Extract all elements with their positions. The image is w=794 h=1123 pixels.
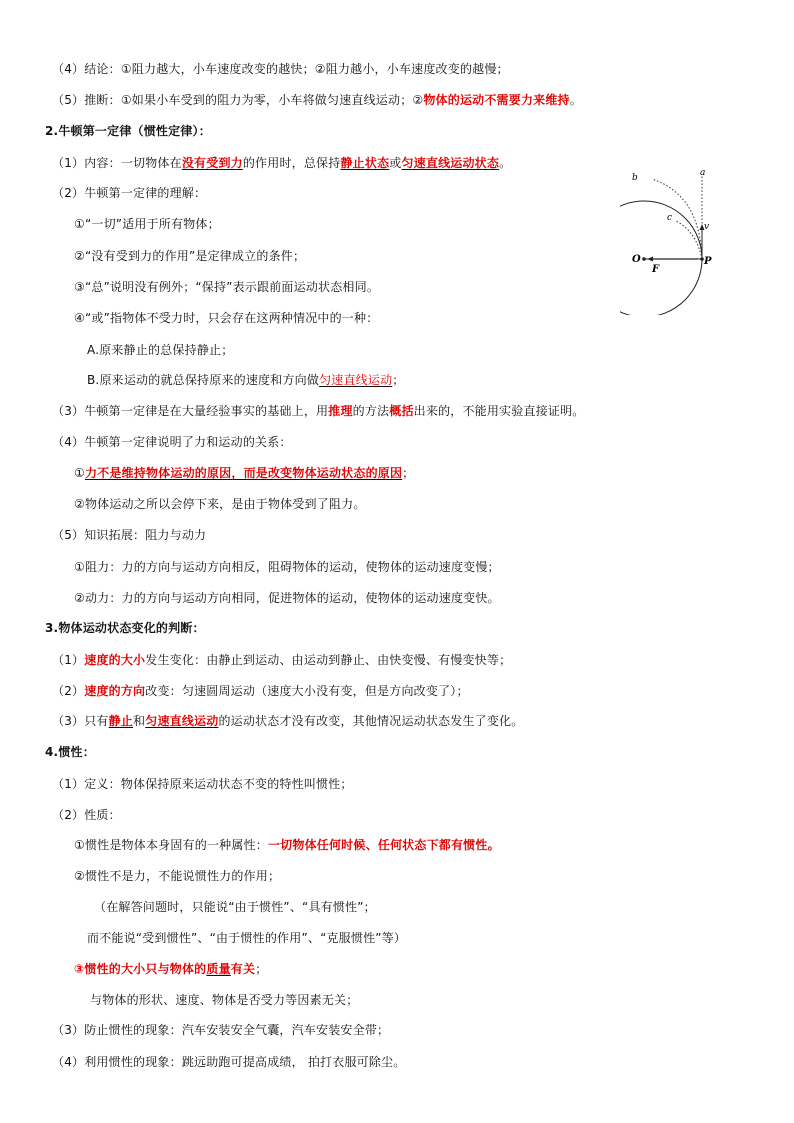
text: ①“一切”适用于所有物体； [74, 217, 220, 231]
text: ； [402, 466, 415, 480]
text: ②惯性不是力，不能说惯性力的作用； [74, 869, 281, 883]
text: 发生变化：由静止到运动、由运动到静止、由快变慢、有慢变快等； [145, 653, 512, 667]
text: ； [255, 962, 268, 976]
fill-blank-answer: 质量 [206, 962, 231, 976]
property-point-line [74, 868, 280, 884]
point-line [74, 310, 378, 326]
text: 改变：匀速圆周运动（速度大小没有变，但是方向改变了）； [145, 684, 469, 698]
text: 出来的，不能用实验直接证明。 [413, 404, 585, 418]
use-inertia-line [52, 1054, 405, 1070]
key-point: 速度的大小 [84, 653, 146, 667]
sub-point-line [87, 372, 404, 388]
extension-point-line [74, 590, 500, 606]
text: ②“没有受到力的作用”是定律成立的条件； [74, 249, 306, 263]
text: （2）牛顿第一定律的理解： [52, 186, 207, 200]
text: ②物体运动之所以会停下来，是由于物体受到了阻力。 [74, 497, 366, 511]
label-p: P [704, 256, 712, 267]
point-line [74, 279, 379, 295]
label-c: c [667, 213, 673, 223]
note-line [90, 992, 358, 1008]
text: 而不能说“受到惯性”、“由于惯性的作用”、“克服惯性”等） [87, 931, 407, 945]
path-c-dotted [676, 221, 702, 259]
relation-heading [52, 434, 292, 450]
inference-line [52, 92, 582, 108]
text: ③“总”说明没有例外；“保持”表示跟前面运动状态相同。 [74, 280, 380, 294]
fill-blank-answer: 匀速直线运动 [145, 714, 219, 728]
fill-blank-answer: 静止状态 [340, 156, 390, 170]
extension-point-line [74, 559, 500, 575]
key-point: 速度的方向 [84, 684, 146, 698]
label-o: O [632, 254, 641, 265]
text: 。 [499, 156, 512, 170]
section-number: 2. [45, 124, 59, 138]
sub-point-line [87, 342, 233, 358]
fill-blank-answer: 静止 [108, 714, 134, 728]
conclusion-line [52, 61, 509, 77]
label-a: a [700, 168, 706, 178]
text: ①惯性是物体本身固有的一种属性： [74, 838, 268, 852]
section-heading-inertia [45, 744, 95, 760]
fill-blank-answer: 匀速直线运动 [319, 373, 393, 387]
text: （2）性质： [52, 808, 121, 822]
property-point-line [74, 837, 500, 853]
text: （3）牛顿第一定律是在大量经验事实的基础上，用 [52, 404, 329, 418]
label-f: F [652, 264, 660, 275]
text: 的运动状态才没有改变，其他情况运动状态发生了变化。 [218, 714, 524, 728]
section-heading-newton-first-law [45, 123, 211, 139]
key-point: 概括 [389, 404, 414, 418]
fill-blank-answer: 没有受到力 [181, 156, 243, 170]
key-point: 物体的运动不需要力来维持 [423, 93, 570, 107]
point-line [74, 248, 305, 264]
text: （4）利用惯性的现象：跳远助跑可提高成绩， 拍打衣服可除尘。 [52, 1055, 406, 1069]
text: 。 [487, 838, 500, 852]
key-point: 有关 [230, 962, 256, 976]
path-b-dotted [652, 179, 702, 259]
force-arrowhead [647, 257, 653, 262]
text: （3）只有 [52, 714, 109, 728]
state-change-line [52, 652, 511, 668]
text: ： [192, 621, 205, 635]
text: ： [82, 745, 95, 759]
extension-heading [52, 527, 206, 543]
text: 与物体的形状、速度、物体是否受力等因素无关； [90, 993, 359, 1007]
text: （4）牛顿第一定律说明了力和运动的关系： [52, 435, 292, 449]
point-line [74, 216, 220, 232]
text: （1）内容：一切物体在 [52, 156, 182, 170]
text: ③ [74, 962, 85, 976]
section-title: 惯性 [58, 745, 83, 759]
section-number: 4. [45, 745, 59, 759]
key-point: 推理 [328, 404, 353, 418]
key-point: 惯性的大小只与物体的 [84, 962, 207, 976]
text: 和 [133, 714, 146, 728]
text: （4）结论：①阻力越大，小车速度改变的越快；②阻力越小，小车速度改变的越慢； [52, 62, 509, 76]
section-heading-motion-state [45, 620, 205, 636]
property-point-line [74, 961, 267, 977]
text: ① [74, 466, 85, 480]
prevent-inertia-line [52, 1022, 389, 1038]
state-change-line [52, 683, 469, 699]
text: （1）定义：物体保持原来运动状态不变的特性叫惯性； [52, 777, 353, 791]
key-point: 力不是维持物体运动的原因，而是改变物体运动状态的原因 [84, 466, 403, 480]
text: ④“或”指物体不受力时，只会存在这两种情况中的一种： [74, 311, 379, 325]
law-origin-line [52, 403, 584, 419]
text: A.原来静止的总保持静止； [87, 343, 234, 357]
key-point: 一切物体任何时候、任何状态下都有惯性 [267, 838, 488, 852]
text: ①阻力：力的方向与运动方向相反，阻碍物体的运动，使物体的运动速度变慢； [74, 560, 500, 574]
text: ②动力：力的方向与运动方向相同，促进物体的运动，使物体的运动速度变快。 [74, 591, 500, 605]
understanding-heading [52, 185, 206, 201]
text: （3）防止惯性的现象：汽车安装安全气囊，汽车安装安全带； [52, 1023, 390, 1037]
label-v: v [704, 222, 710, 232]
note-line [87, 930, 406, 946]
state-change-line [52, 713, 523, 729]
section-number: 3. [45, 621, 59, 635]
relation-point-line [74, 465, 414, 481]
text: 的方法 [352, 404, 390, 418]
note-line [94, 899, 376, 915]
law-content-line [52, 155, 511, 171]
section-title: 物体运动状态变化的判断 [58, 621, 193, 635]
text: B.原来运动的就总保持原来的速度和方向做 [87, 373, 320, 387]
text: 或 [389, 156, 402, 170]
text: （5）推断：①如果小车受到的阻力为零，小车将做匀速直线运动；② [52, 93, 424, 107]
circular-motion-figure [620, 165, 720, 315]
section-title: 牛顿第一定律（惯性定律） [58, 124, 199, 138]
text: ； [392, 373, 405, 387]
text: ： [198, 124, 211, 138]
label-b: b [632, 173, 638, 183]
text: 。 [569, 93, 582, 107]
text: 的作用时，总保持 [242, 156, 341, 170]
center-dot-o [642, 257, 646, 261]
definition-line [52, 776, 353, 792]
text: （1） [52, 653, 85, 667]
text: （2） [52, 684, 85, 698]
relation-point-line [74, 496, 366, 512]
text: （5）知识拓展：阻力与动力 [52, 528, 207, 542]
text: （在解答问题时，只能说“由于惯性”、“具有惯性”； [94, 900, 376, 914]
property-heading [52, 807, 121, 823]
fill-blank-answer: 匀速直线运动状态 [401, 156, 500, 170]
